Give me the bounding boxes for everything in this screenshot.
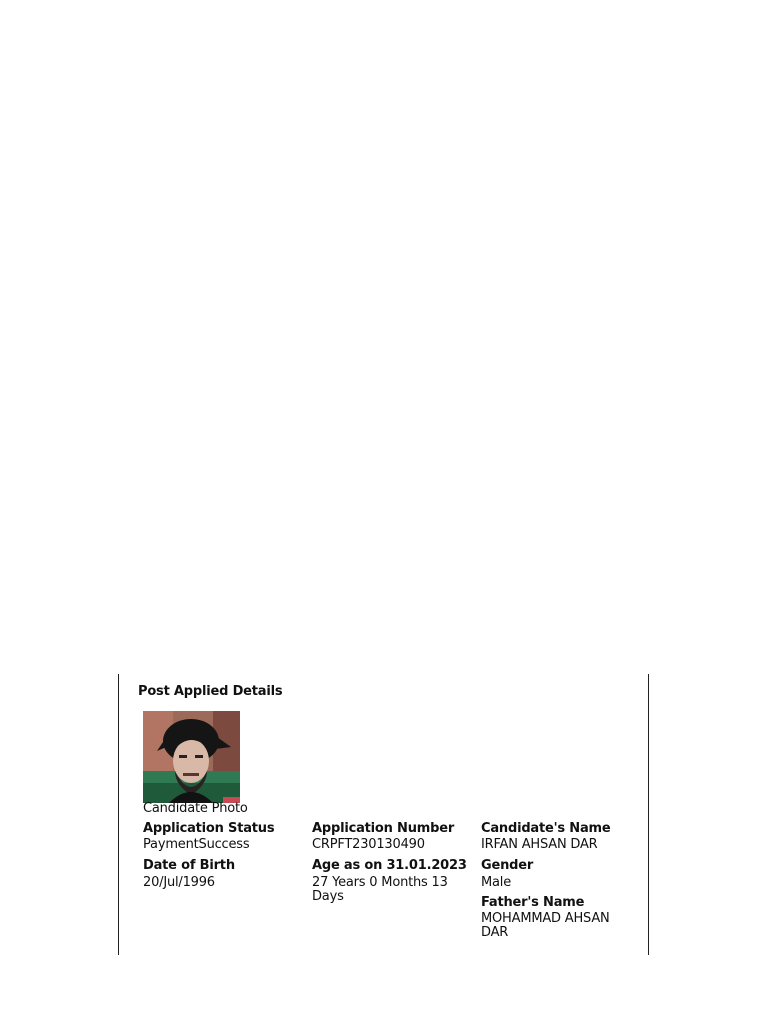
- application-status-value: PaymentSuccess: [143, 837, 250, 852]
- father-name-value: MOHAMMAD AHSAN DAR: [481, 911, 610, 940]
- gender-value: Male: [481, 875, 511, 890]
- section-title: Post Applied Details: [138, 684, 283, 699]
- father-name-label: Father's Name: [481, 895, 585, 910]
- application-number-label: Application Number: [312, 821, 455, 836]
- photo-caption: Candidate Photo: [143, 801, 248, 816]
- age-value: 27 Years 0 Months 13 Days: [312, 875, 448, 904]
- application-status-label: Application Status: [143, 821, 275, 836]
- age-label: Age as on 31.01.2023: [312, 858, 467, 873]
- date-of-birth-value: 20/Jul/1996: [143, 875, 215, 890]
- date-of-birth-label: Date of Birth: [143, 858, 235, 873]
- gender-label: Gender: [481, 858, 534, 873]
- candidate-photo-image: [143, 711, 240, 803]
- application-number-value: CRPFT230130490: [312, 837, 425, 852]
- candidate-photo: [143, 711, 240, 803]
- candidate-name-value: IRFAN AHSAN DAR: [481, 837, 598, 852]
- candidate-name-label: Candidate's Name: [481, 821, 611, 836]
